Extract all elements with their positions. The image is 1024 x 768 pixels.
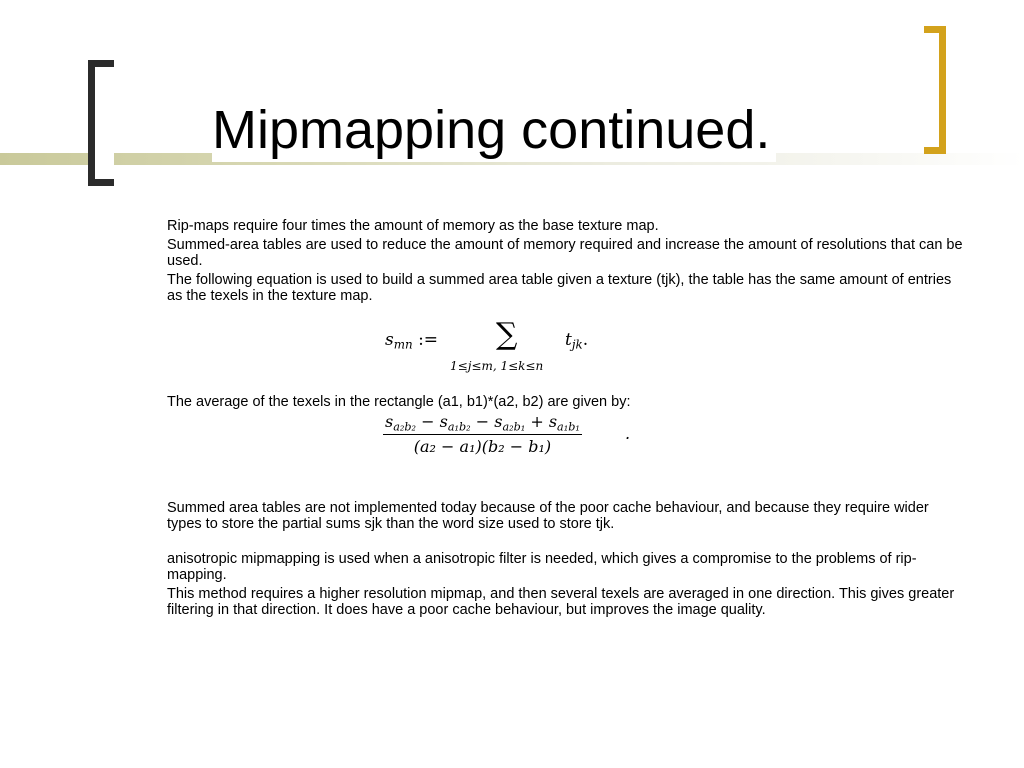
paragraph-not-implemented: Summed area tables are not implemented today because of the poor cache behaviour, and because they require wider types to store the partial sums sjk than the word size used to store tjk. (167, 500, 929, 532)
right-bracket-decoration (924, 26, 946, 154)
paragraph-anisotropic: anisotropic mipmapping is used when a anisotropic filter is needed, which gives a compromise to the problems of rip-mapping. (167, 551, 917, 583)
paragraph-equation-intro: The following equation is used to build a summed area table given a texture (tjk), the table has the same amount of entries as the texels in the texture map. (167, 272, 952, 304)
fraction-denominator: (a₂ − a₁)(b₂ − b₁) (413, 437, 552, 456)
paragraph-rip-maps: Rip-maps require four times the amount of memory as the base texture map. (167, 218, 659, 234)
fraction (383, 414, 582, 455)
summed-area-equation (167, 317, 967, 378)
paragraph-average: The average of the texels in the rectangle (a1, b1)*(a2, b2) are given by: (167, 394, 631, 410)
paragraph-method: This method requires a higher resolution mipmap, and then several texels are averaged in one direction. This gives greater filtering in that direction. It does have a poor cache behaviour, but improves the image quality. (167, 586, 955, 618)
left-bracket-decoration (88, 60, 114, 186)
average-equation (167, 414, 967, 478)
slide-content (167, 218, 967, 621)
paragraph-summed-area: Summed-area tables are used to reduce the amount of memory required and increase the amount of resolutions that can be used. (167, 237, 963, 269)
fraction-numerator: $s_{a_2b_2} - s_{a_1b_2} - s_{a_2b_1} + s_{a_1b_1}$ (385, 412, 580, 434)
equation-lhs: $s_{mn}$ := (385, 330, 439, 352)
equation-period: . (625, 424, 631, 443)
spacer (167, 535, 967, 551)
equation-term: $t_{jk}$. (565, 330, 589, 352)
sum-limits: 1≤j≤m, 1≤k≤n (450, 359, 544, 373)
sum-symbol: ∑ (496, 317, 518, 352)
slide-title: Mipmapping continued. (212, 98, 776, 162)
